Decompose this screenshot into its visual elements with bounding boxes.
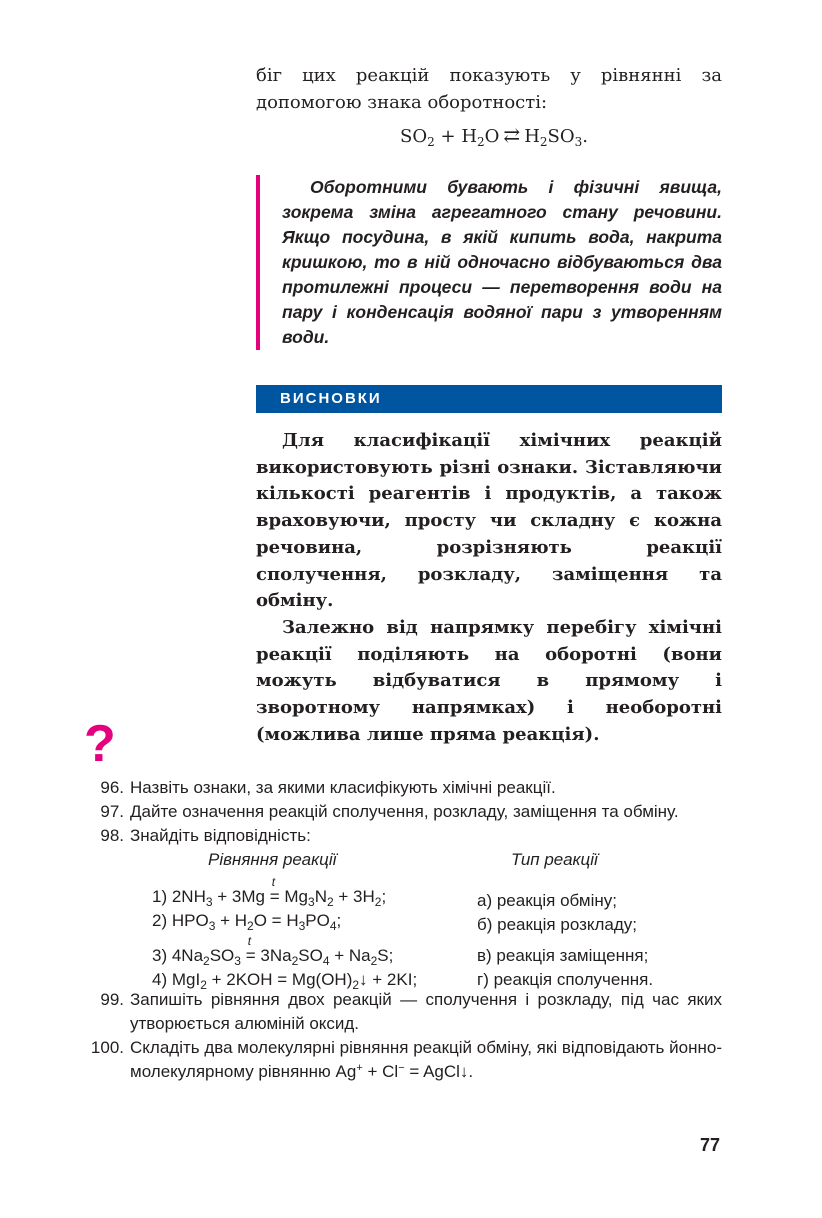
match-type-b: б) реакція розкладу; xyxy=(477,915,638,934)
ionic-equation: Ag+ + Cl− = AgCl↓. xyxy=(335,1062,474,1081)
match-type-a: а) реакція обміну; xyxy=(477,891,617,910)
conclusions-section xyxy=(256,428,722,748)
match-equation-4: 4) $MgI_2 + 2KOH = Mg(OH)_2↓ + 2KI$; xyxy=(152,970,418,992)
question-98: 98. Знайдіть відповідність: xyxy=(100,826,311,845)
conclusions-heading: ВИСНОВКИ xyxy=(256,385,722,413)
question-mark-icon: ? xyxy=(84,715,116,773)
match-equation-2: 2) $HPO_3 + H_2O = H_3PO_4$; xyxy=(152,911,342,933)
questions-list xyxy=(70,776,722,1084)
intro-paragraph: біг цих реакцій показують у рівнянні за допомогою знака оборотності: xyxy=(256,65,722,113)
question-100: 100. Складіть два молекулярні рівняння реакцій обміну, які відповідають йонно-молекулярному рівнянню Ag+ + Cl− = AgCl↓. xyxy=(90,1038,722,1081)
match-type-c: в) реакція заміщення; xyxy=(477,946,649,965)
match-type-d: г) реакція сполучення. xyxy=(477,970,654,989)
question-96: 96. Назвіть ознаки, за якими класифікують хімічні реакції. xyxy=(100,778,556,797)
match-head-equations: Рівняння реакції xyxy=(208,850,337,869)
question-97: 97. Дайте означення реакцій сполучення, розкладу, заміщення та обміну. xyxy=(100,802,679,821)
match-equation-1: 1) $2NH_3 + 3Mg$ = t $Mg_3N_2 + 3H_2$; xyxy=(152,875,387,909)
question-99: 99. Запишіть рівняння двох реакцій — сполучення і розкладу, під час яких утворюється алюміній оксид. xyxy=(100,990,722,1033)
page-number: 77 xyxy=(700,1135,721,1155)
match-head-types: Тип реакції xyxy=(511,850,598,869)
remark-box xyxy=(256,175,722,350)
reversible-equation: $SO_2 + H_2O$ ⇄ $H_2SO_3$. xyxy=(400,123,588,149)
conclusions-paragraph-1: Для класифікації хімічних реакцій використовують різні ознаки. Зіставляючи кількості реагентів і продуктів, а також враховуючи, просту чи складну є кожна речовина, розрізняють реакції сполучення, розкладу, заміщення та обміну. xyxy=(256,430,722,612)
match-table xyxy=(70,848,722,992)
conclusions-paragraph-2: Залежно від напрямку перебігу хімічні реакції поділяють на оборотні (вони можуть відбуватися в прямому і зворотному напрямках) і необоротні (можлива лише пряма реакція). xyxy=(256,616,722,745)
remark-text: Оборотними бувають і фізичні явища, зокрема зміна агрегатного стану речовини. Якщо посудина, в якій кипить вода, накрита кришкою, то в ній одночасно відбуваються два протилежні процеси — перетворення води на пару і конденсація водяної пари з утворенням води. xyxy=(282,177,722,347)
reversible-arrow-icon: ⇄ xyxy=(503,123,521,147)
match-equation-3: 3) $4Na_2SO_3$ = t $3Na_2SO_4 + Na_2S$; xyxy=(152,934,394,968)
